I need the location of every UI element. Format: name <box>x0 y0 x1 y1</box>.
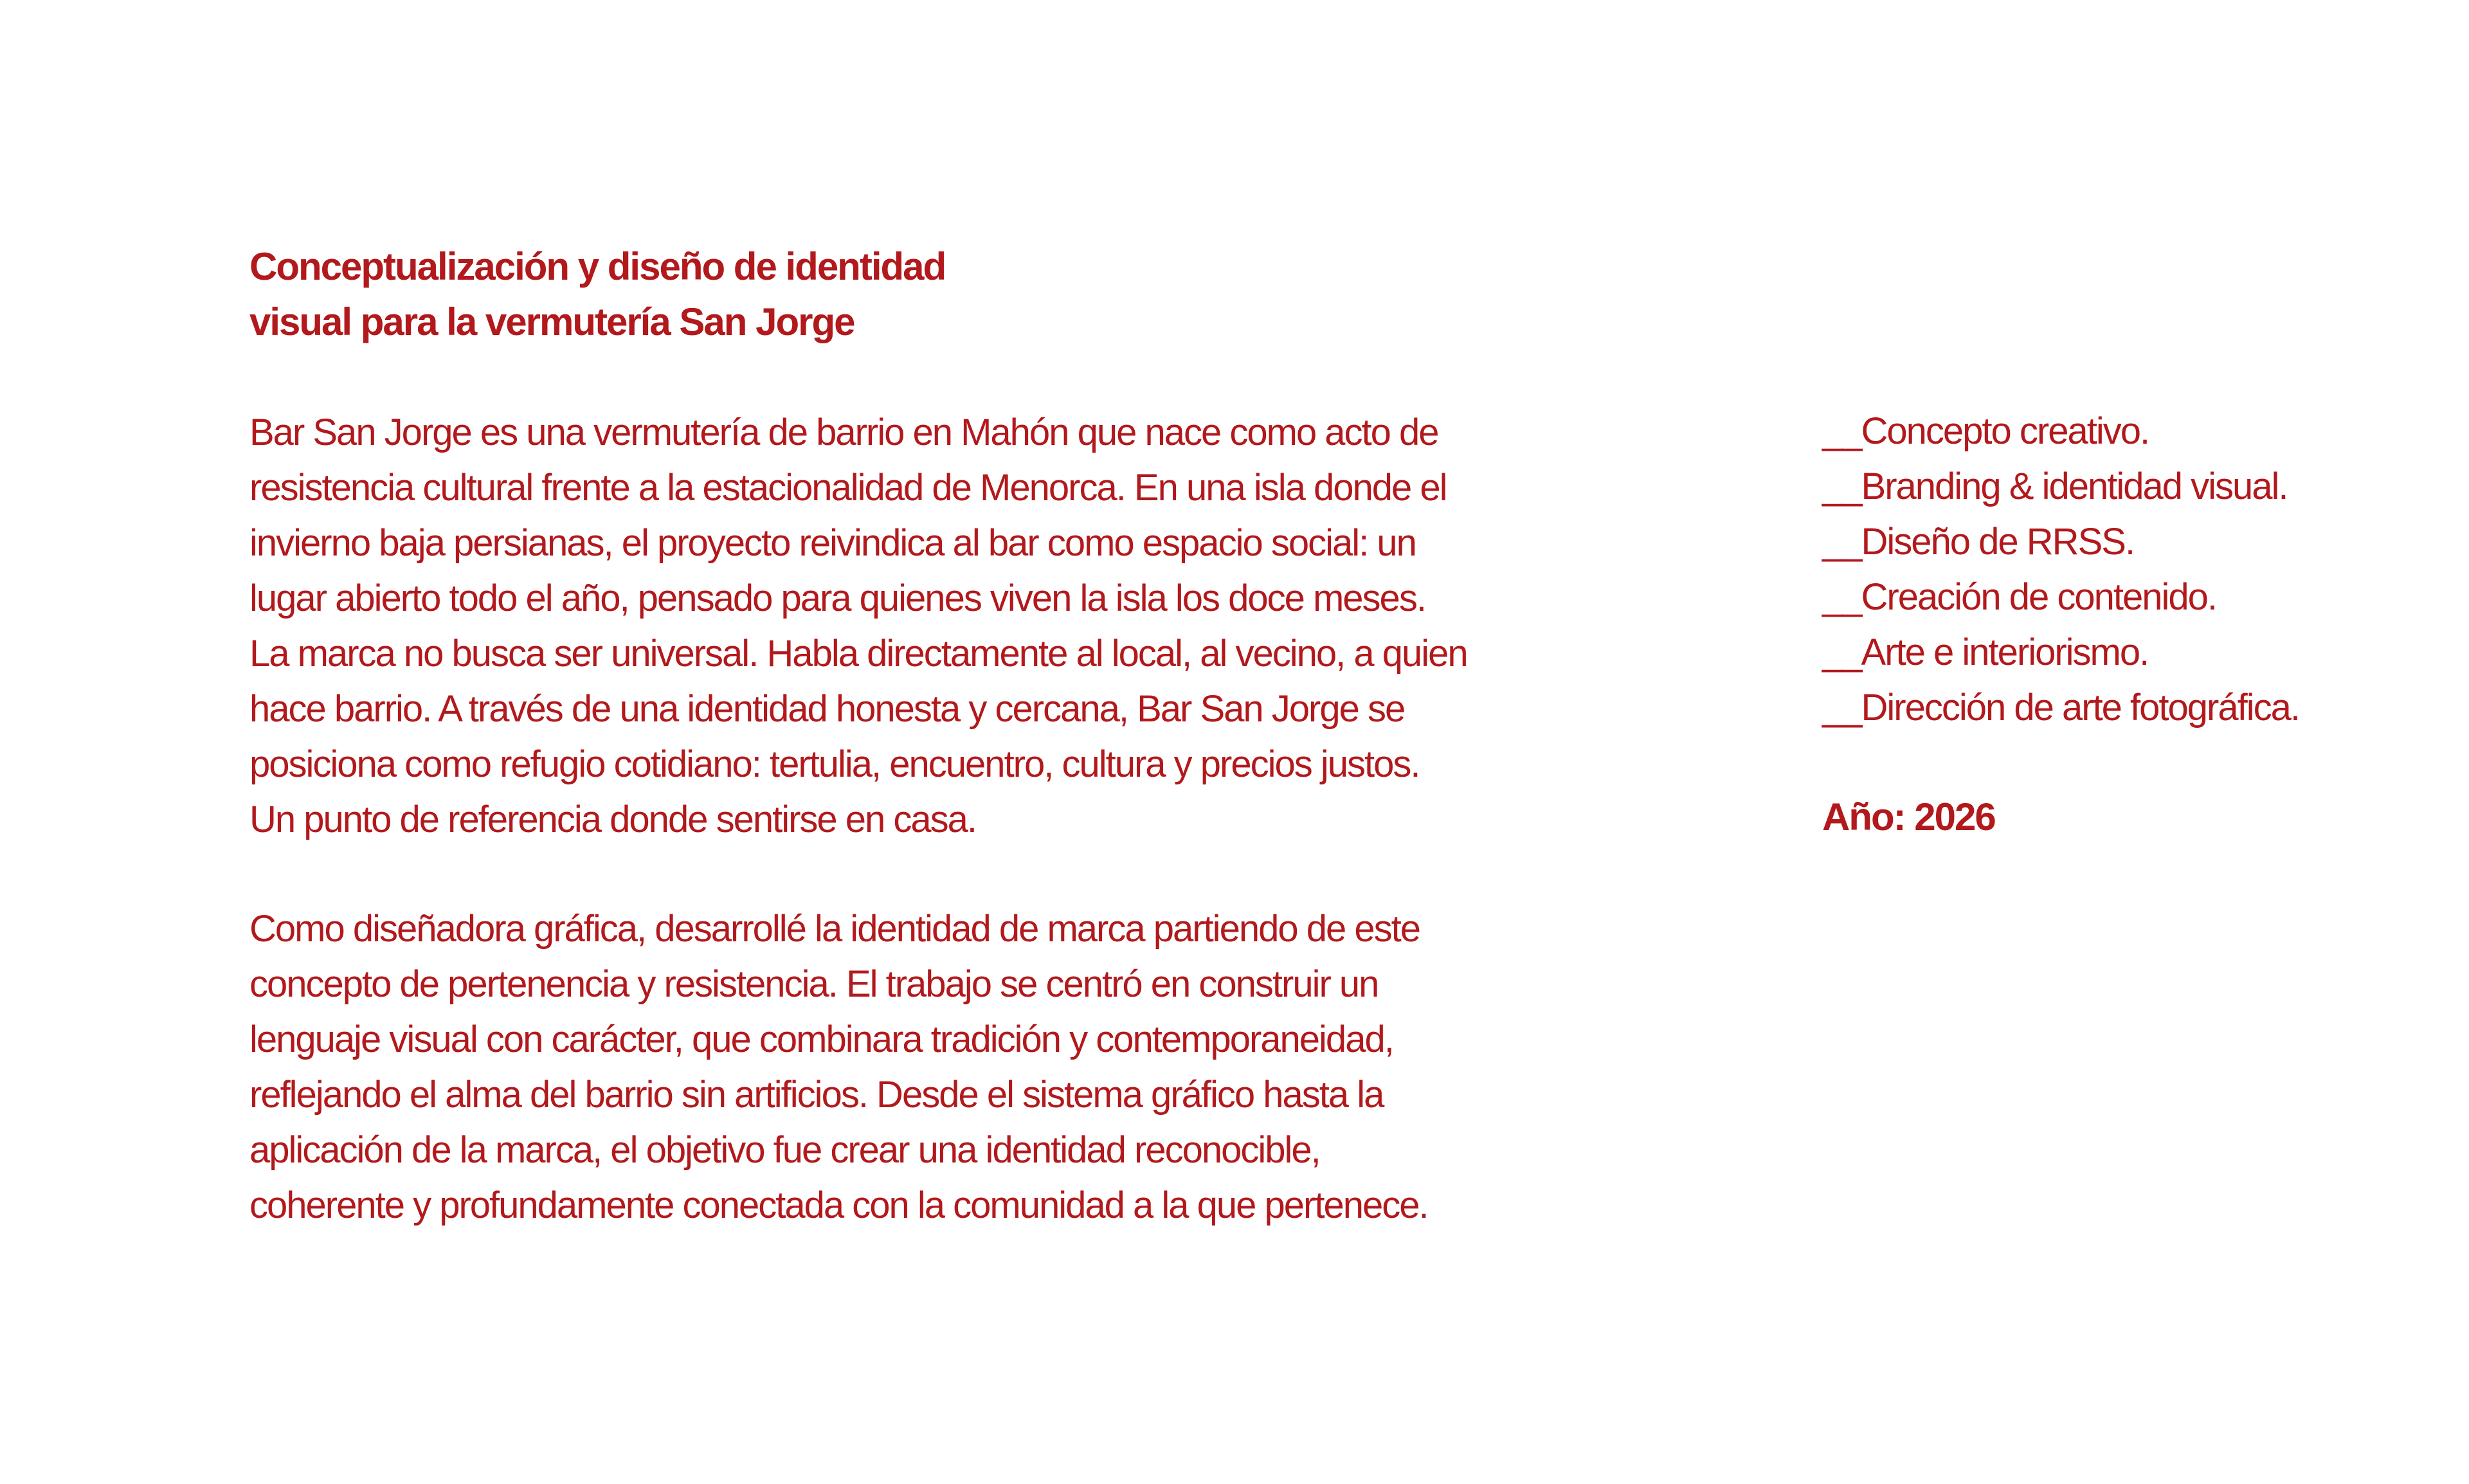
text-line: Un punto de referencia donde sentirse en casa. <box>249 799 977 840</box>
service-item: __Concepto creativo. <box>1822 410 2149 452</box>
text-line: concepto de pertenencia y resistencia. El trabajo se centró en construir un <box>249 963 1379 1005</box>
text-line: aplicación de la marca, el objetivo fue crear una identidad reconocible, <box>249 1129 1320 1171</box>
description-paragraph-1 <box>249 405 1664 847</box>
service-item: __Diseño de RRSS. <box>1822 521 2135 563</box>
text-line: La marca no busca ser universal. Habla directamente al local, al vecino, a quien <box>249 633 1467 674</box>
service-item: __Branding & identidad visual. <box>1822 466 2288 507</box>
service-item: __Arte e interiorismo. <box>1822 631 2149 673</box>
service-item: __Creación de contenido. <box>1822 576 2217 618</box>
text-line: posiciona como refugio cotidiano: tertulia, encuentro, cultura y precios justos. <box>249 743 1420 785</box>
project-title <box>249 239 1150 350</box>
description-paragraph-2 <box>249 901 1664 1233</box>
services-list <box>1822 404 2433 736</box>
text-line: invierno baja persianas, el proyecto reivindica al bar como espacio social: un <box>249 522 1416 564</box>
text-line: reflejando el alma del barrio sin artificios. Desde el sistema gráfico hasta la <box>249 1074 1384 1116</box>
text-line: resistencia cultural frente a la estacionalidad de Menorca. En una isla donde el <box>249 467 1447 509</box>
project-year: Año: 2026 <box>1822 795 1995 838</box>
project-title-line: Conceptualización y diseño de identidad <box>249 245 946 288</box>
text-line: hace barrio. A través de una identidad honesta y cercana, Bar San Jorge se <box>249 688 1405 730</box>
text-line: Como diseñadora gráfica, desarrollé la identidad de marca partiendo de este <box>249 908 1420 950</box>
text-line: coherente y profundamente conectada con la comunidad a la que pertenece. <box>249 1184 1428 1226</box>
text-line: lenguaje visual con carácter, que combinara tradición y contemporaneidad, <box>249 1018 1393 1060</box>
service-item: __Dirección de arte fotográfica. <box>1822 687 2299 728</box>
project-title-line: visual para la vermutería San Jorge <box>249 300 855 343</box>
text-line: Bar San Jorge es una vermutería de barrio en Mahón que nace como acto de <box>249 412 1438 453</box>
text-line: lugar abierto todo el año, pensado para quienes viven la isla los doce meses. <box>249 577 1425 619</box>
